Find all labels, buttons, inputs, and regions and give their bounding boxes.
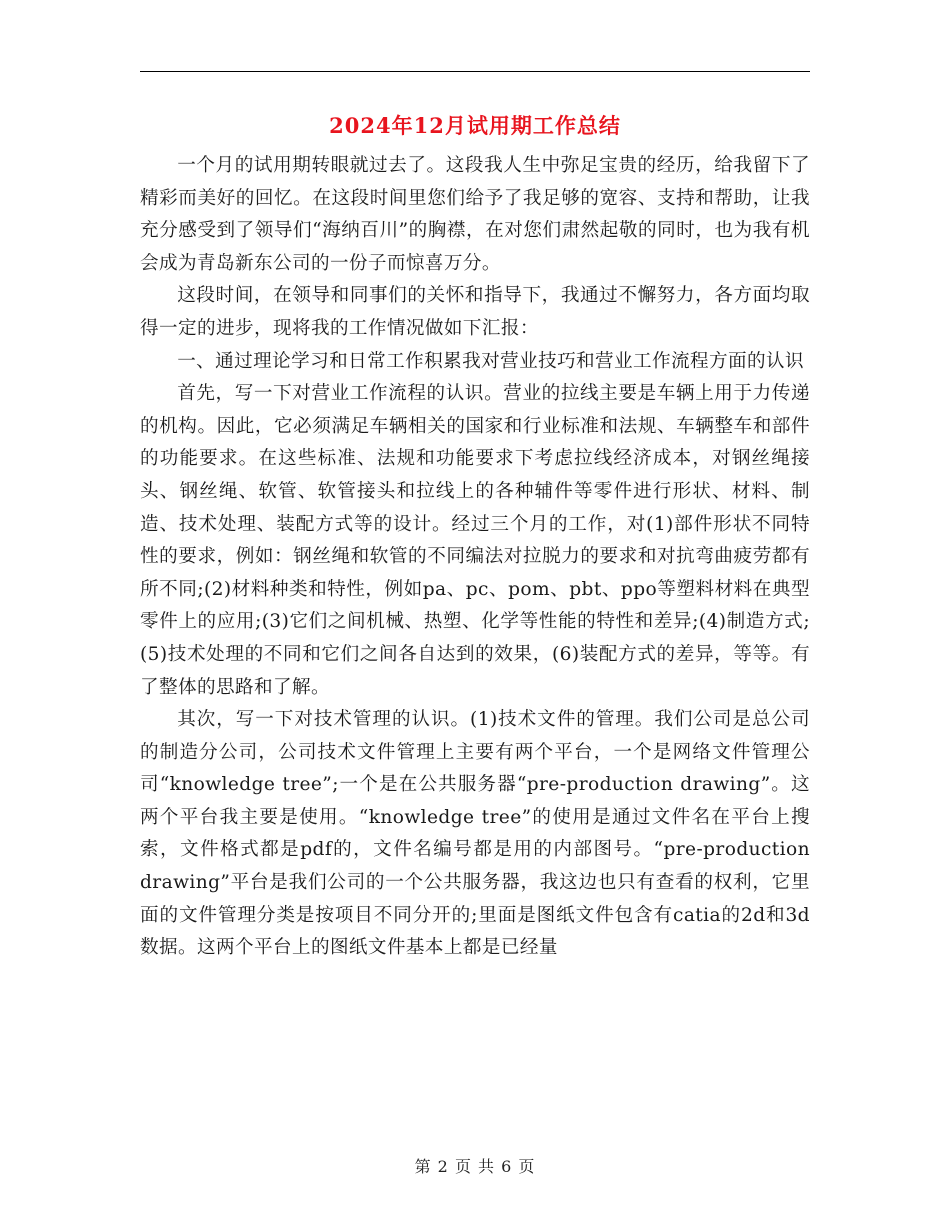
header-rule — [140, 71, 810, 72]
paragraph-tech-management: 其次，写一下对技术管理的认识。(1)技术文件的管理。我们公司是总公司的制造分公司，公司技术文件管理上主要有两个平台，一个是网络文件管理公司“knowledge tree”;一个是在公共服务器“pre-production drawing”。这两个平台我主要是使用。“knowledge tree”的使用是通过文件名在平台上搜索，文件格式都是pdf的，文件名编号都是用的内部图号。“pre-production drawing”平台是我们公司的一个公共服务器，我这边也只有查看的权利，它里面的文件管理分类是按项目不同分开的;里面是图纸文件包含有catia的2d和3d数据。这两个平台上的图纸文件基本上都是已经量 — [140, 709, 810, 959]
document-title: 2024年12月试用期工作总结 — [329, 113, 621, 138]
page-number: 第 2 页 共 6 页 — [414, 1157, 536, 1176]
paragraph-process: 首先，写一下对营业工作流程的认识。营业的拉线主要是车辆上用于力传递的机构。因此，它必须满足车辆相关的国家和行业标准和法规、车辆整车和部件的功能要求。在这些标准、法规和功能要求下考虑拉线经济成本，对钢丝绳接头、钢丝绳、软管、软管接头和拉线上的各种辅件等零件进行形状、材料、制造、技术处理、装配方式等的设计。经过三个月的工作，对(1)部件形状不同特性的要求，例如：钢丝绳和软管的不同编法对拉脱力的要求和对抗弯曲疲劳都有所不同;(2)材料种类和特性，例如pa、pc、pom、pbt、ppo等塑料材料在典型零件上的应用;(3)它们之间机械、热塑、化学等性能的特性和差异;(4)制造方式;(5)技术处理的不同和它们之间各自达到的效果，(6)装配方式的差异，等等。有了整体的思路和了解。 — [140, 383, 810, 698]
paragraph-intro: 一个月的试用期转眼就过去了。这段我人生中弥足宝贵的经历，给我留下了精彩而美好的回忆。在这段时间里您们给予了我足够的宽容、支持和帮助，让我充分感受到了领导们“海纳百川”的胸襟，在对您们肃然起敬的同时，也为我有机会成为青岛新东公司的一份子而惊喜万分。 — [140, 155, 810, 274]
section-heading-1: 一、通过理论学习和日常工作积累我对营业技巧和营业工作流程方面的认识 — [177, 350, 804, 372]
document-body — [140, 150, 810, 965]
paragraph-summary: 这段时间，在领导和同事们的关怀和指导下，我通过不懈努力，各方面均取得一定的进步，现将我的工作情况做如下汇报： — [140, 285, 810, 339]
